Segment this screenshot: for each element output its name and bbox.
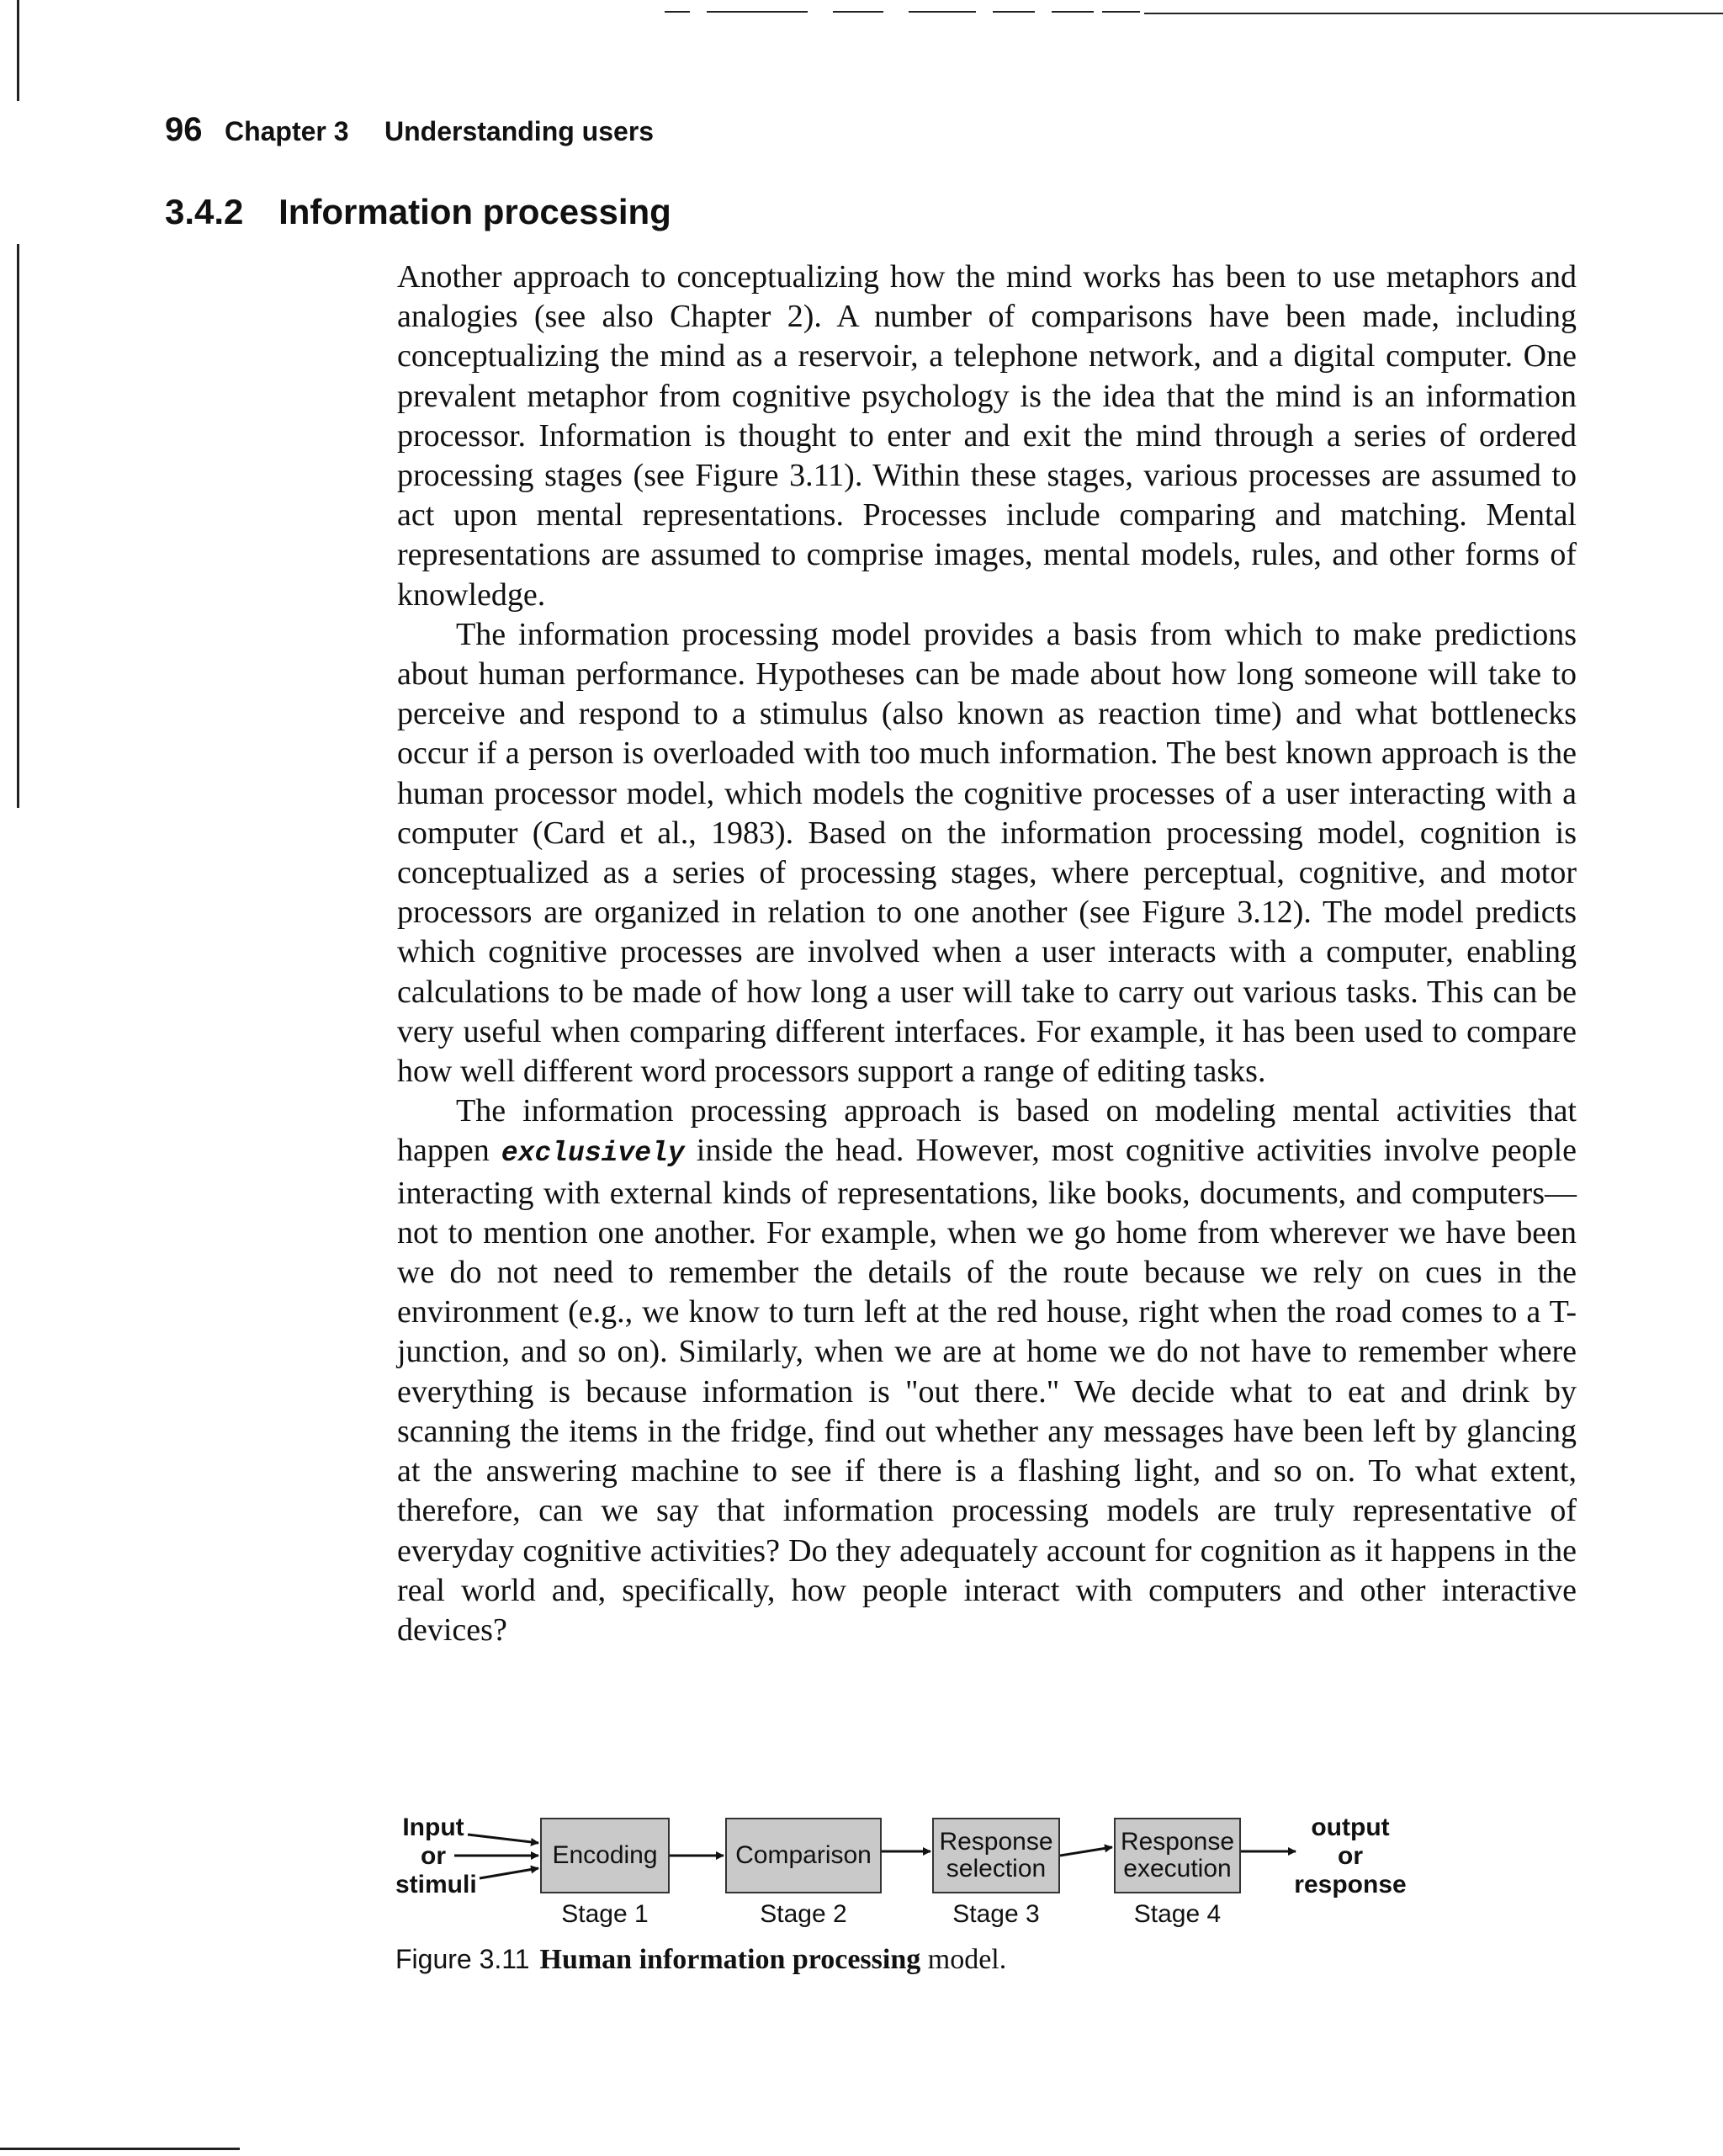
page-number: 96: [165, 111, 203, 148]
paragraph-3: [397, 1091, 1577, 1650]
stage-box-response-selection: [932, 1818, 1060, 1893]
stage-label-4: Stage 4: [1133, 1900, 1222, 1928]
input-arrow-1: [468, 1835, 538, 1843]
figure-caption: [395, 1944, 1006, 1976]
scan-edge-bar: [17, 244, 19, 808]
arrow-stage3-to-stage4: [1060, 1847, 1112, 1856]
scan-edge-dash: [833, 11, 883, 13]
figure-caption-label: Figure 3.11: [395, 1944, 530, 1974]
input-arrow-3: [480, 1868, 538, 1878]
stage-label-1: Stage 1: [561, 1900, 649, 1928]
section-heading: [165, 192, 671, 232]
scan-edge-dash: [707, 11, 808, 13]
input-label: [395, 1813, 477, 1899]
stage-box-encoding: [540, 1818, 670, 1893]
scan-edge-rule: [1144, 13, 1723, 14]
scan-edge-dash: [993, 11, 1035, 13]
output-label-line: output: [1311, 1813, 1390, 1841]
stage-box-text: execution: [1123, 1855, 1232, 1883]
section-title: Information processing: [278, 192, 671, 231]
stage-box-text: Response: [939, 1828, 1053, 1856]
paragraph-1: Another approach to conceptualizing how the mind works has been to use metaphors and analogies (see also Chapter 2). A number of comparisons have been made, including conceptualizing the mind as a reservoir, a telephone network, and a digital computer. One prevalent metaphor from cognitive psychology is the idea that the mind is an information processor. Information is thought to enter and exit the mind through a series of ordered processing stages (see Figure 3.11). Within these stages, various processes are assumed to act upon mental representations. Processes include comparing and matching. Mental representations are assumed to comprise images, mental models, rules, and other forms of knowledge.: [397, 259, 1577, 613]
scan-edge-bar: [17, 0, 19, 101]
paragraph-3-text-end: inside the head. However, most cognitive activities involve people interacting with external kinds of representations, like books, documents, and computers—not to mention one another. For example, when we go home from wherever we have been we do not need to remember the details of the route because we rely on cues in the environment (e.g., we know to turn left at the red house, right when the road comes to a T-junction, and so on). Similarly, when we are at home we do not have to remember where everything is because information is "out there." We decide what to eat and drink by scanning the items in the fridge, find out whether any messages have been left by glancing at the answering machine to see if there is a flashing light, and so on. To what extent, therefore, can we say that information processing models are truly representative of everyday cognitive activities? Do they adequately account for cognition as it happens in the real world and, specifically, how people interact with computers and other interactive devices?: [397, 1133, 1577, 1648]
figure-caption-text: Human information processing: [539, 1944, 921, 1975]
stage-label-2: Stage 2: [760, 1900, 847, 1928]
input-label-line: stimuli: [395, 1871, 477, 1898]
output-label: [1287, 1813, 1413, 1899]
scan-edge-dash: [1052, 11, 1094, 13]
stage-box-text: Response: [1120, 1828, 1235, 1856]
stage-box-text: selection: [946, 1855, 1047, 1883]
paragraph-2: The information processing model provides a basis from which to make predictions about human performance. Hypotheses can be made about how long someone will take to perceive and respond to a stimulus (also known as reaction time) and what bottlenecks occur if a person is overloaded with too much information. The best known approach is the human processor model, which models the cognitive processes of a user interacting with a computer (Card et al., 1983). Based on the information processing model, cognition is conceptualized as a series of processing stages, where perceptual, cognitive, and motor processors are organized in relation to one another (see Figure 3.12). The model predicts which cognitive processes are involved when a user interacts with a computer, enabling calculations to be made of how long a user will take to carry out various tasks. This can be very useful when comparing different interfaces. For example, it has been used to compare how well different word processors support a range of editing tasks.: [397, 616, 1577, 1090]
scan-edge-rule: [0, 2148, 240, 2150]
stage-box-response-execution: [1114, 1818, 1241, 1893]
stage-label-3: Stage 3: [952, 1900, 1040, 1928]
input-label-line: Input: [402, 1813, 464, 1841]
paragraph-3-text-start: The information processing approach is based on modeling mental activities that happen: [397, 1093, 1577, 1169]
scan-edge-dash: [665, 11, 690, 13]
stage-box-text: Encoding: [552, 1841, 658, 1869]
chapter-label: Chapter 3: [224, 116, 349, 146]
running-head: [165, 111, 654, 149]
input-label-line: or: [421, 1842, 446, 1870]
scan-edge-dash: [909, 11, 976, 13]
output-label-line: response: [1294, 1871, 1407, 1898]
output-label-line: or: [1338, 1842, 1363, 1870]
body-text: [397, 258, 1577, 1650]
chapter-title: Understanding users: [384, 116, 655, 146]
figure-caption-tail: model.: [920, 1944, 1007, 1975]
stage-box-text: Comparison: [735, 1841, 872, 1869]
emphasized-word: exclusively: [501, 1138, 685, 1170]
scan-edge-dash: [1102, 11, 1140, 13]
stage-box-comparison: [725, 1818, 882, 1893]
section-number: 3.4.2: [165, 192, 244, 231]
